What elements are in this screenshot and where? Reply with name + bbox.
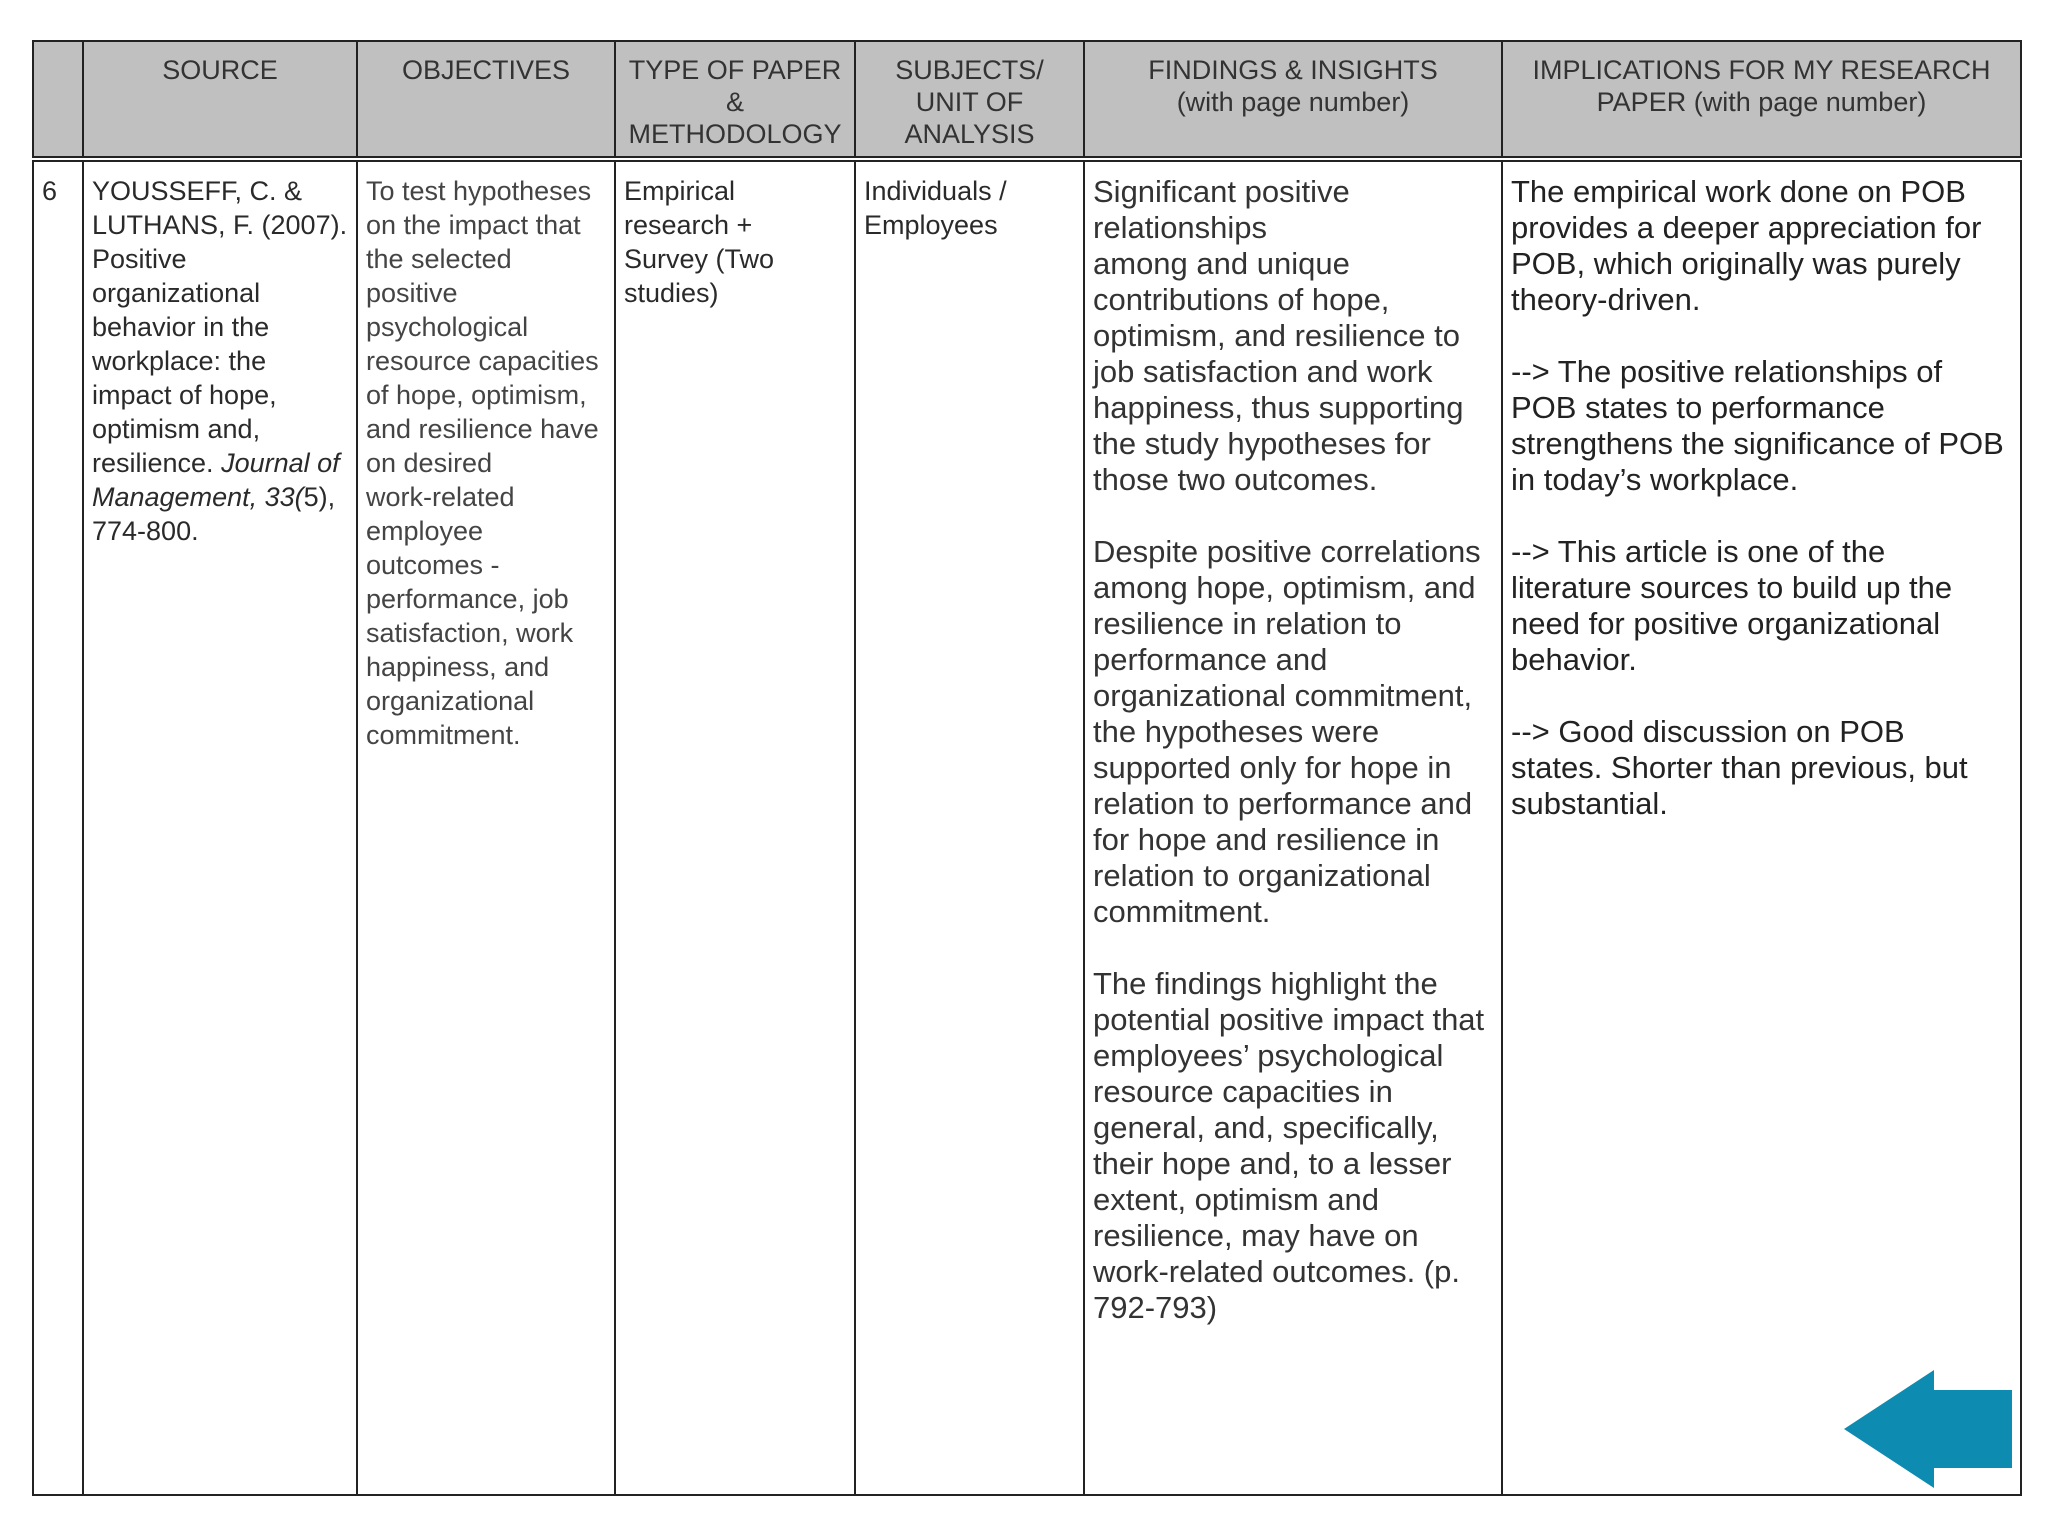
objectives-text: To test hypotheses on the impact that the selected positive psychological resource capacities of hope, optimism, and resilience have on desired work-related employee outcomes - performance, job satisfaction, work happiness, and organizational commitment. — [366, 176, 599, 750]
implications-paragraph: The empirical work done on POB provides a deeper appreciation for POB, which originally was purely theory-driven. — [1511, 174, 1982, 317]
implications-paragraph: --> This article is one of the literature sources to build up the need for positive organizational behavior. — [1511, 534, 1953, 677]
findings-paragraph: Significant positive relationships among and unique contributions of hope, optimism, and resilience to job satisfaction and work happiness, thus supporting the study hypotheses for those two outcomes. — [1093, 174, 1464, 497]
header-implications: IMPLICATIONS FOR MY RESEARCH PAPER (with page number) — [1532, 55, 1991, 117]
type-text: Empirical research + Survey (Two studies) — [624, 176, 775, 308]
row-number: 6 — [34, 162, 84, 1494]
findings-paragraph: The findings highlight the potential positive impact that employees’ psychological resource capacities in general, and, specifically, their hope and, to a lesser extent, optimism and resilience, may have on work-related outcomes. (p. 792-793) — [1093, 966, 1485, 1325]
back-arrow-shape — [1844, 1370, 2012, 1488]
header-subjects: SUBJECTS/ UNIT OF ANALYSIS — [856, 42, 1085, 156]
header-source: SOURCE — [84, 42, 358, 156]
header-objectives: OBJECTIVES — [358, 42, 616, 156]
type-cell — [616, 162, 856, 1494]
header-type-of-paper: TYPE OF PAPER & METHODOLOGY — [616, 42, 856, 156]
source-journal: Journal of Management, 33( — [92, 448, 340, 512]
table-row — [32, 160, 2022, 1496]
source-citation: YOUSSEFF, C. & LUTHANS, F. (2007). Positive organizational behavior in the workplace: the impact of hope, optimism and, resilience. — [92, 176, 348, 478]
implications-paragraph: --> Good discussion on POB states. Shorter than previous, but substantial. — [1511, 714, 1968, 821]
findings-paragraph: Despite positive correlations among hope, optimism, and resilience in relation to performance and organizational commitment, the hypotheses were supported only for hope in relation to performance and for hope and resilience in relation to organizational commitment. — [1093, 534, 1481, 929]
table-header-row — [32, 40, 2022, 158]
source-cell — [84, 162, 358, 1494]
source-pages: ), 774-800. — [92, 482, 336, 546]
header-number — [34, 42, 84, 156]
implications-cell — [1503, 162, 2020, 1494]
source-issue: 5 — [303, 482, 319, 512]
header-findings: FINDINGS & INSIGHTS (with page number) — [1085, 42, 1503, 156]
subjects-text: Individuals / Employees — [864, 176, 1007, 240]
implications-paragraph: --> The positive relationships of POB states to performance strengthens the significance of POB in today’s workplace. — [1511, 354, 2004, 497]
subjects-cell — [856, 162, 1085, 1494]
left-arrow-icon[interactable] — [1844, 1370, 2012, 1488]
objectives-cell — [358, 162, 616, 1494]
findings-cell — [1085, 162, 1503, 1494]
